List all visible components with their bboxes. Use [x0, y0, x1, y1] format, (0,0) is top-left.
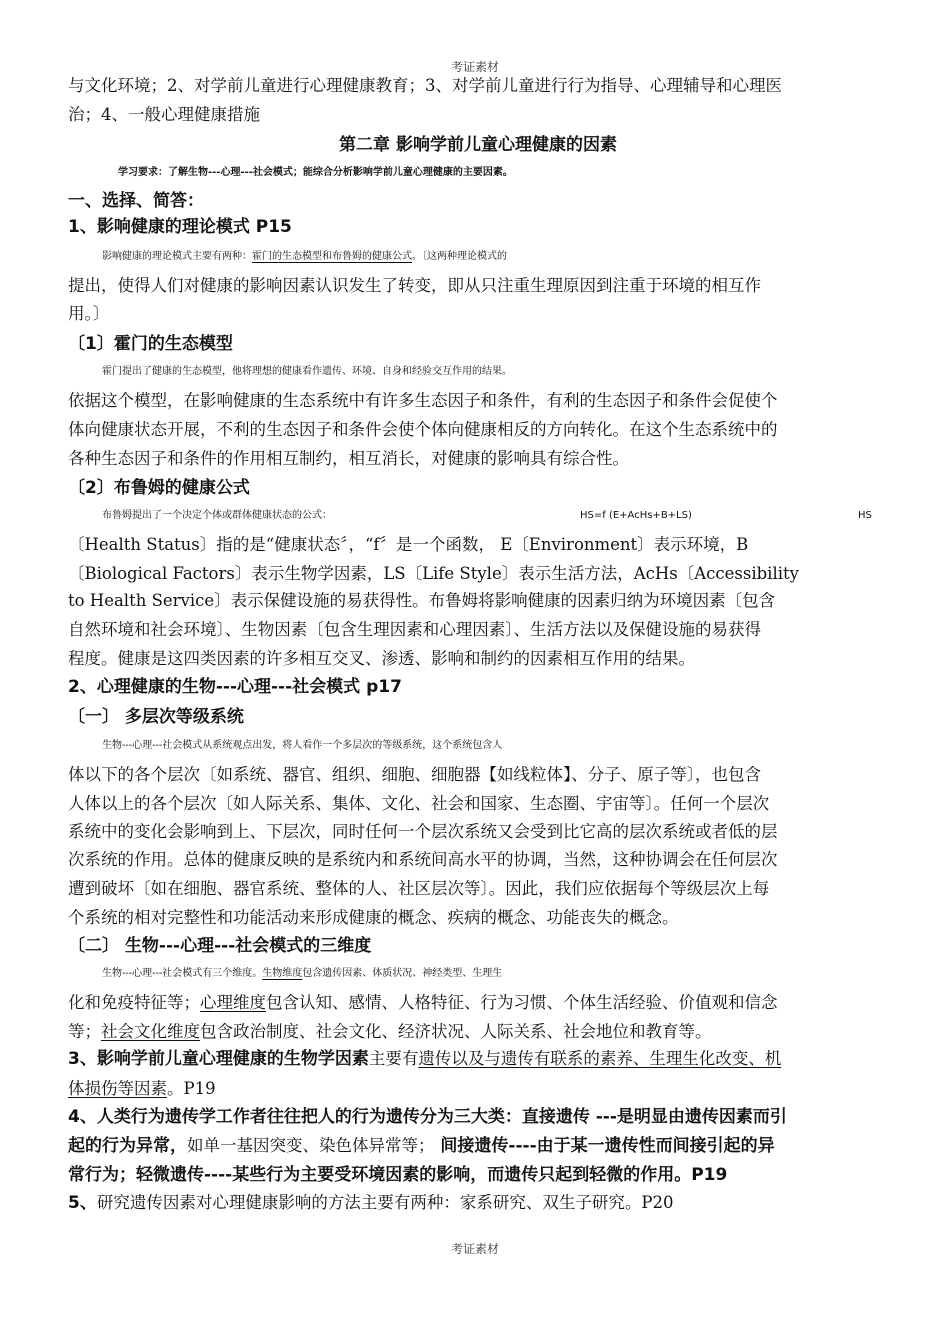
paragraph-line: 次系统的作用。总体的健康反映的是系统内和系统间高水平的协调，当然，这种协调会在任何层次: [68, 850, 778, 869]
underlined-text: 社会文化维度: [101, 1022, 200, 1041]
paragraph-line: 霍门提出了健康的生态模型，他将理想的健康看作遗传、环境、自身和经验交互作用的结果。: [102, 366, 512, 377]
paragraph-line: 体以下的各个层次〔如系统、器官、组织、细胞、细胞器【如线粒体】、分子、原子等〕，也包含: [68, 765, 761, 784]
paragraph-line: 等；社会文化维度包含政治制度、社会文化、经济状况、人际关系、社会地位和教育等。: [68, 1022, 712, 1041]
paragraph-line: 与文化环境；2、对学前儿童进行心理健康教育；3、对学前儿童进行行为指导、心理辅导和心理医: [68, 76, 782, 95]
paragraph-line: 遭到破坏〔如在细胞、器官系统、整体的人、社区层次等〕。因此，我们应依据每个等级层次上每: [68, 879, 770, 898]
underlined-text: 心理维度: [200, 993, 266, 1012]
paragraph-line: 提出，使得人们对健康的影响因素认识发生了转变，即从只注重生理原因到注重于环境的相互作: [68, 276, 761, 295]
chapter-title: 第二章 影响学前儿童心理健康的因素: [339, 135, 617, 155]
paragraph-line: 布鲁姆提出了一个决定个体或群体健康状态的公式： HS=f (E+AcHs+B+LS) HS: [68, 502, 922, 530]
paragraph-line: 治；4、一般心理健康措施: [68, 105, 260, 124]
underlined-text: 体损伤等因素: [68, 1079, 167, 1098]
subsection-heading: 〔1〕霍门的生态模型: [68, 334, 233, 354]
paragraph-line: 〔Health Status〕指的是“健康状态〞，“f〞是一个函数， E〔Environment〕表示环境，B: [68, 535, 749, 554]
question-heading-1: 1、影响健康的理论模式 P15: [68, 217, 292, 237]
paragraph-line: 人体以上的各个层次〔如人际关系、集体、文化、社会和国家、生态圈、宇宙等〕。任何一个层次: [68, 794, 770, 813]
paragraph-line: 用。〕: [68, 304, 110, 323]
question-heading-2: 2、心理健康的生物---心理---社会模式 p17: [68, 677, 402, 697]
subsection-heading: 〔2〕布鲁姆的健康公式: [68, 478, 250, 498]
underlined-text: 遗传以及与遗传有联系的素养、生理生化改变、机: [418, 1049, 782, 1068]
paragraph-line: 体向健康状态开展，不利的生态因子和条件会使个体向健康相反的方向转化。在这个生态系统中的: [68, 420, 778, 439]
paragraph-line: 〔Biological Factors〕表示生物学因素，LS〔Life Style〕表示生活方法，AcHs〔Accessibility: [68, 564, 799, 583]
page-footer: 考证素材: [450, 1242, 499, 1256]
subsection-heading: 〔一〕 多层次等级系统: [68, 707, 244, 727]
section-heading: 一、选择、简答：: [68, 191, 204, 211]
paragraph-line: 生物---心理---社会模式从系统观点出发，将人看作一个多层次的等级系统，这个系统包含人: [102, 740, 503, 751]
question-line-3: 3、影响学前儿童心理健康的生物学因素主要有遗传以及与遗传有联系的素养、生理生化改变、机: [68, 1049, 782, 1069]
paragraph-line: 化和免疫特征等；心理维度包含认知、感情、人格特征、行为习惯、个体生活经验、价值观和信念: [68, 993, 778, 1012]
learning-requirement: 学习要求：了解生物---心理---社会模式；能综合分析影响学前儿童心理健康的主要因素。: [118, 167, 513, 178]
paragraph-line: 影响健康的理论模式主要有两种：霍门的生态模型和布鲁姆的健康公式。〔这两种理论模式的: [102, 251, 507, 262]
question-line-4: 起的行为异常，如单一基因突变、染色体异常等； 间接遗传----由于某一遗传性而间接引起的异: [68, 1136, 775, 1156]
paragraph-line: 程度。健康是这四类因素的许多相互交叉、渗透、影响和制约的因素相互作用的结果。: [68, 649, 695, 668]
paragraph-line: 各种生态因子和条件的作用相互制约，相互消长，对健康的影响具有综合性。: [68, 449, 629, 468]
page-header: 考证素材: [450, 60, 499, 74]
paragraph-line: to Health Service〕表示保健设施的易获得性。布鲁姆将影响健康的因素归纳为环境因素〔包含: [68, 591, 776, 610]
underlined-text: 霍门的生态模型和布鲁姆的健康公式: [252, 251, 412, 262]
paragraph-line: 依据这个模型，在影响健康的生态系统中有许多生态因子和条件，有利的生态因子和条件会促使个: [68, 391, 778, 410]
paragraph-line: 系统中的变化会影响到上、下层次，同时任何一个层次系统又会受到比它高的层次系统或者低的层: [68, 822, 778, 841]
health-formula: HS=f (E+AcHs+B+LS): [580, 510, 692, 521]
question-line-5: 5、研究遗传因素对心理健康影响的方法主要有两种：家系研究、双生子研究。P20: [68, 1193, 674, 1213]
paragraph-line: 个系统的相对完整性和功能活动来形成健康的概念、疾病的概念、功能丧失的概念。: [68, 908, 679, 927]
question-line-3: 体损伤等因素。P19: [68, 1079, 216, 1098]
paragraph-line: 生物---心理---社会模式有三个维度。生物维度包含遗传因素、体质状况、神经类型、生理生: [102, 968, 503, 979]
question-line-4: 4、人类行为遗传学工作者往往把人的行为遗传分为三大类：直接遗传 ---是明显由遗传因素而引: [68, 1107, 787, 1127]
paragraph-line: 自然环境和社会环境〕、生物因素〔包含生理因素和心理因素〕、生活方法以及保健设施的易获得: [68, 620, 761, 639]
question-line-4: 常行为；轻微遗传----某些行为主要受环境因素的影响，而遗传只起到轻微的作用。P19: [68, 1165, 728, 1185]
subsection-heading: 〔二〕 生物---心理---社会模式的三维度: [68, 936, 372, 956]
underlined-text: 生物维度: [262, 968, 303, 979]
